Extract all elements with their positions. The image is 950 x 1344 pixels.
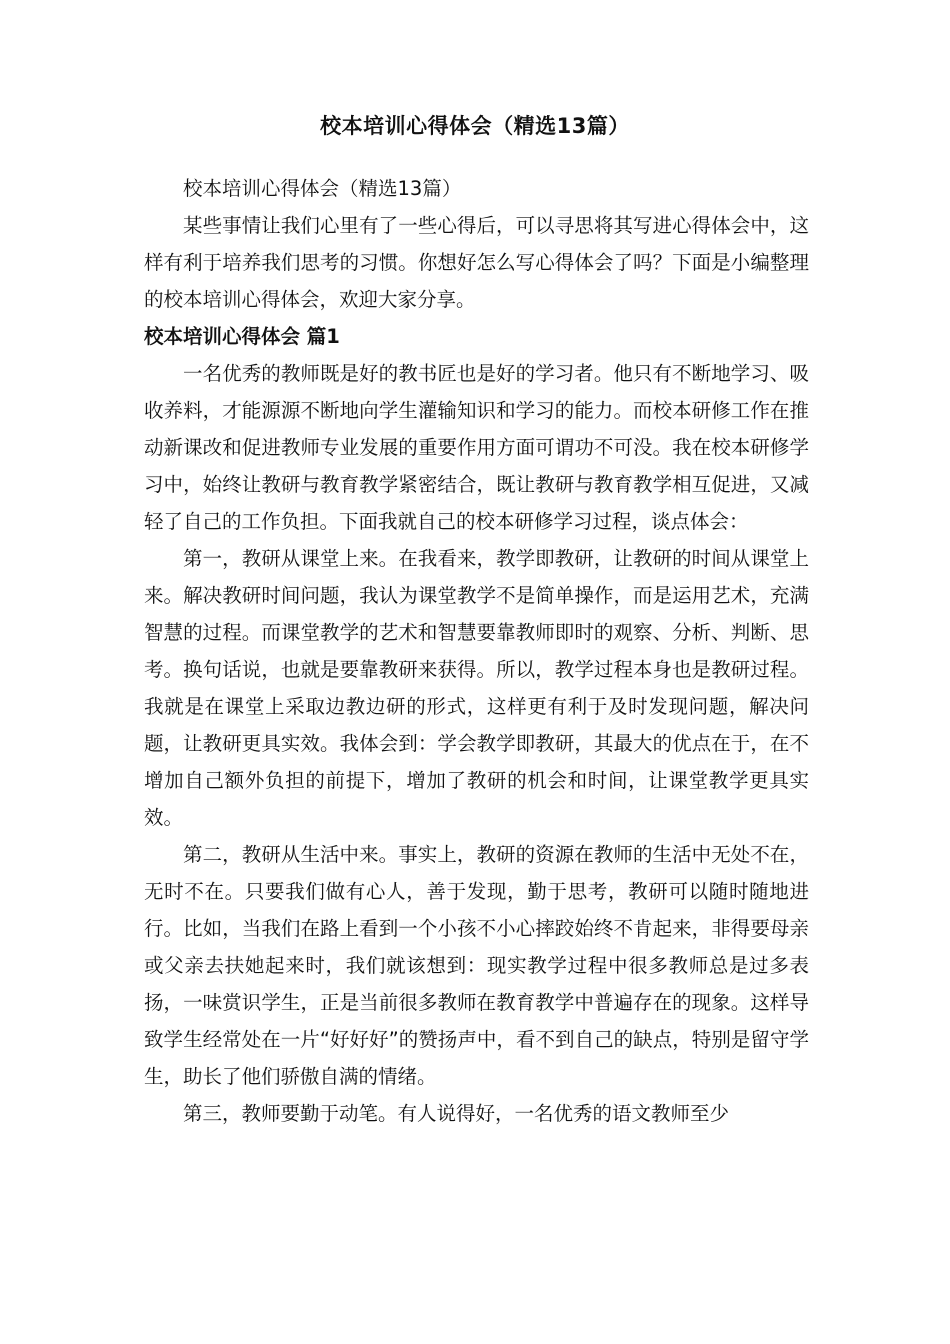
document-subtitle: 校本培训心得体会（精选13篇） <box>183 177 462 200</box>
document-title: 校本培训心得体会（精选13篇） <box>320 114 630 138</box>
body-paragraph: 第三，教师要勤于动笔。有人说得好，一名优秀的语文教师至少 <box>183 1102 730 1125</box>
document-body <box>144 170 809 1132</box>
intro-paragraph: 某些事情让我们心里有了一些心得后，可以寻思将其写进心得体会中，这样有利于培养我们思考的习惯。你想好怎么写心得体会了吗？下面是小编整理的校本培训心得体会，欢迎大家分享。 <box>144 214 809 311</box>
body-paragraph: 第二，教研从生活中来。事实上，教研的资源在教师的生活中无处不在，无时不在。只要我们做有心人，善于发现，勤于思考，教研可以随时随地进行。比如，当我们在路上看到一个小孩不小心摔跤始终不肯起来，非得要母亲或父亲去扶她起来时，我们就该想到：现实教学过程中很多教师总是过多表扬，一味赏识学生，正是当前很多教师在教育教学中普遍存在的现象。这样导致学生经常处在一片“好好好”的赞扬声中，看不到自己的缺点，特别是留守学生，助长了他们骄傲自满的情绪。 <box>144 843 809 1088</box>
body-paragraph: 一名优秀的教师既是好的教书匠也是好的学习者。他只有不断地学习、吸收养料，才能源源不断地向学生灌输知识和学习的能力。而校本研修工作在推动新课改和促进教师专业发展的重要作用方面可谓功不可没。我在校本研修学习中，始终让教研与教育教学紧密结合，既让教研与教育教学相互促进，又减轻了自己的工作负担。下面我就自己的校本研修学习过程，谈点体会： <box>144 362 809 533</box>
body-paragraph: 第一，教研从课堂上来。在我看来，教学即教研，让教研的时间从课堂上来。解决教研时间问题，我认为课堂教学不是简单操作，而是运用艺术，充满智慧的过程。而课堂教学的艺术和智慧要靠教师即时的观察、分析、判断、思考。换句话说，也就是要靠教研来获得。所以，教学过程本身也是教研过程。我就是在课堂上采取边教边研的形式，这样更有利于及时发现问题，解决问题，让教研更具实效。我体会到：学会教学即教研，其最大的优点在于，在不增加自己额外负担的前提下，增加了教研的机会和时间，让课堂教学更具实效。 <box>144 547 809 829</box>
section-heading: 校本培训心得体会 篇1 <box>144 325 340 348</box>
